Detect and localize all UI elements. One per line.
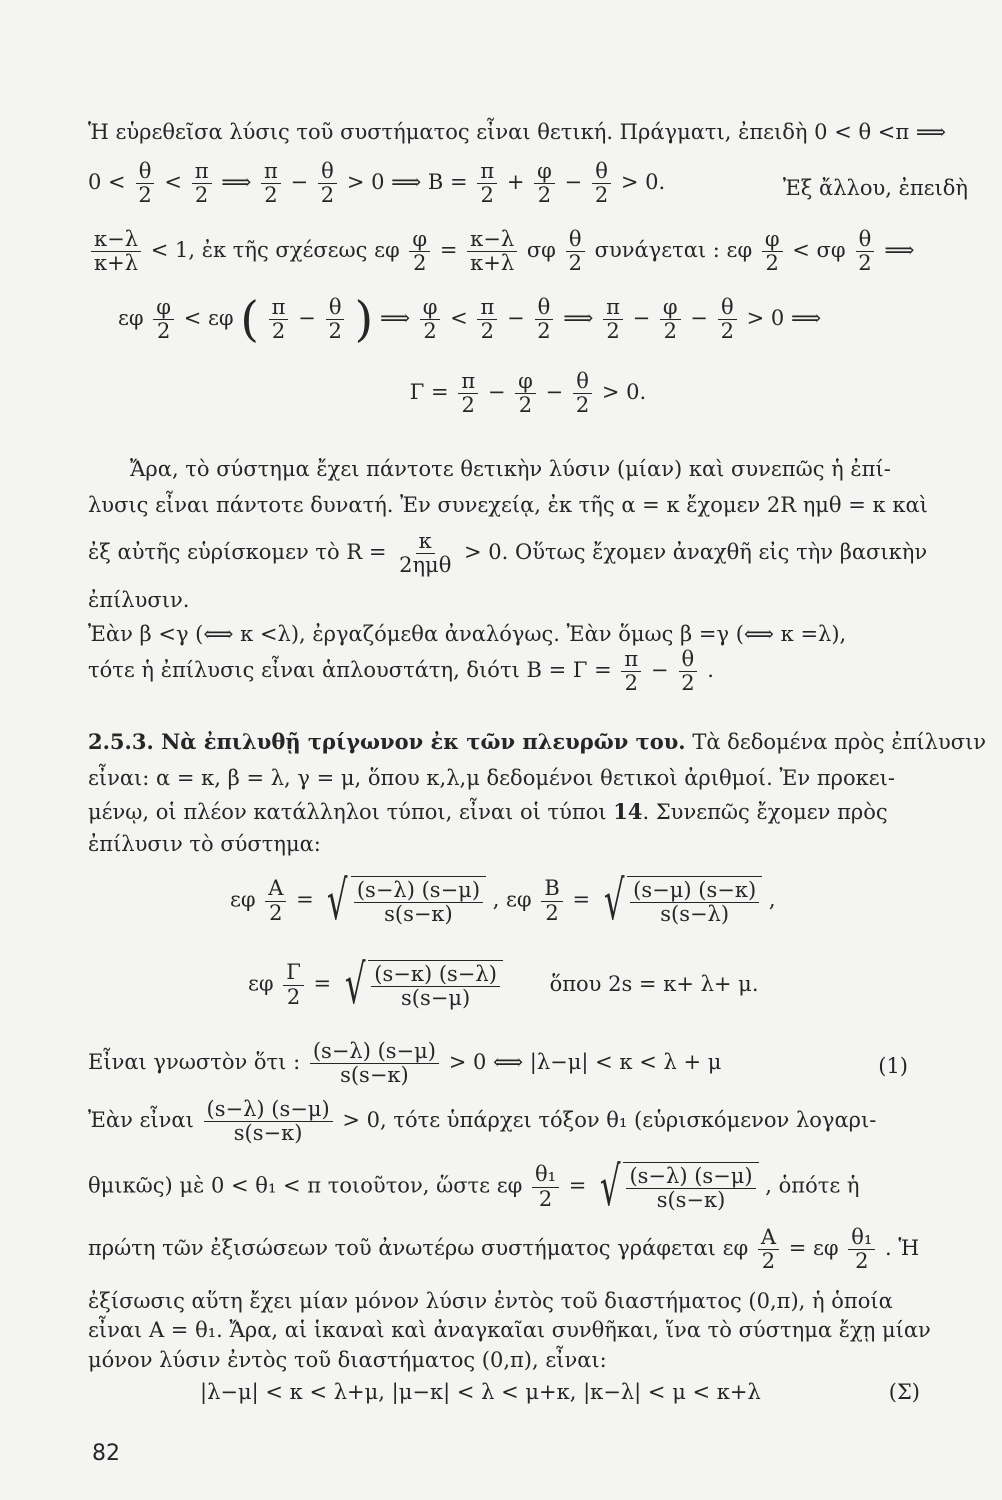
t: < εφ: [183, 306, 234, 331]
frac-phi-2: $\frac{\varphi}{2}$: [409, 228, 430, 275]
t: =: [568, 1173, 587, 1198]
t: ⟹: [563, 306, 594, 331]
t: −: [487, 380, 506, 405]
frac-pi-2: $\frac{\pi}{2}$: [477, 296, 497, 343]
frac-pi-2: $\frac{\pi}{2}$: [261, 160, 281, 207]
t: , εφ: [492, 887, 532, 912]
text-line-18: [88, 1040, 968, 1087]
frac-A-2: $\frac{A}{2}$: [265, 877, 286, 924]
frac-phi-2: $\frac{\varphi}{2}$: [420, 296, 441, 343]
line-10-text: Ἐὰν β <γ (⟺ κ <λ), ἐργαζόμεθα ἀναλόγως. Ἐὰν ὅμως β =γ (⟺ κ =λ),: [88, 622, 847, 646]
text-line-19: [88, 1098, 968, 1145]
frac-G-2: $\frac{\Gamma}{2}$: [283, 961, 304, 1008]
text-line-24: [88, 1346, 968, 1374]
text-line-14: [88, 798, 968, 826]
sqrt-expr: √ $\frac{(s-\kappa) (s-\lambda)}{s(s-\mu)}$: [338, 958, 503, 1012]
t: ⟹: [221, 170, 252, 195]
t: τότε ἡ ἐπίλυσις εἶναι ἁπλουστάτη, διότι B = Γ =: [88, 658, 612, 683]
frac-phi-2: $\frac{\varphi}{2}$: [534, 160, 555, 207]
paren: (: [240, 291, 259, 348]
section-heading-line: [88, 728, 987, 756]
t: > 0.: [620, 170, 666, 195]
sqrt-expr: √ $\frac{(s-\lambda) (s-\mu)}{s(s-\kappa)}$: [593, 1160, 759, 1214]
frac-pi-2: $\frac{\pi}{2}$: [192, 160, 212, 207]
t: 14: [613, 799, 643, 824]
t: =: [296, 887, 314, 912]
t: ἐξ αὐτῆς εὑρίσκομεν τὸ R =: [88, 540, 387, 565]
text-line-10: [88, 620, 968, 648]
t: −: [650, 658, 669, 683]
t: −: [545, 380, 564, 405]
equation-number: (1): [878, 1054, 908, 1078]
text-line-2: [88, 160, 968, 207]
t: < 1, ἐκ τῆς σχέσεως εφ: [150, 238, 400, 263]
frac-pi-2: $\frac{\pi}{2}$: [477, 160, 497, 207]
text-line-21: [88, 1226, 968, 1273]
t: −: [290, 170, 309, 195]
t: θμικῶς) μὲ 0 < θ₁ < π τοιοῦτον, ὥστε εφ: [88, 1173, 523, 1198]
sqrt-expr: √ $\frac{(s-\mu) (s-\kappa)}{s(s-\lambda)}$: [597, 874, 762, 928]
t: <: [164, 170, 182, 195]
t: εφ: [118, 306, 144, 331]
t: |λ−μ| < κ < λ+μ, |μ−κ| < λ < μ+κ, |κ−λ| < μ < κ+λ: [200, 1380, 761, 1404]
frac-pi-2: $\frac{\pi}{2}$: [603, 296, 623, 343]
frac-expr: $\frac{(s-\lambda) (s-\mu)}{s(s-\kappa)}$: [310, 1040, 439, 1087]
frac-kml-kpl: $\frac{\kappa-\lambda}{\kappa+\lambda}$: [91, 228, 141, 275]
t: 0 <: [88, 170, 126, 195]
frac-theta-2: $\frac{\theta}{2}$: [318, 160, 337, 207]
t: ,: [768, 887, 776, 912]
frac-theta-2: $\frac{\theta}{2}$: [573, 370, 592, 417]
t: <: [450, 306, 468, 331]
text-line-23: [88, 1316, 968, 1344]
section-heading: 2.5.3. Νὰ ἐπιλυθῇ τρίγωνον ἐκ τῶν πλευρῶν του.: [88, 729, 686, 754]
t: > 0, τότε ὑπάρχει τόξον θ₁ (εὑρισκόμενον λογαρι-: [342, 1108, 877, 1133]
t: μένῳ, οἱ πλέον κατάλληλοι τύποι, εἶναι οἱ τύποι: [88, 800, 607, 824]
t: > 0. Οὕτως ἔχομεν ἀναχθῆ εἰς τὴν βασικὴν: [464, 540, 928, 565]
line-23-text: εἶναι A = θ₁. Ἄρα, αἱ ἱκαναὶ καὶ ἀναγκαῖαι συνθῆκαι, ἵνα τὸ σύστημα ἔχῃ μίαν: [88, 1318, 931, 1342]
t: < σφ: [792, 238, 846, 263]
t: −: [506, 306, 525, 331]
frac-theta-2: $\frac{\theta}{2}$: [534, 296, 553, 343]
t: εφ: [230, 887, 256, 912]
line-22-text: ἐξίσωσις αὕτη ἔχει μίαν μόνον λύσιν ἐντὸς τοῦ διαστήματος (0,π), ἡ ὁποία: [88, 1289, 893, 1313]
frac-phi-2: $\frac{\varphi}{2}$: [153, 296, 174, 343]
t: > 0.: [601, 380, 647, 405]
page-number: 82: [92, 1441, 120, 1466]
text-line-20: [88, 1155, 968, 1218]
formula-line-17: [248, 953, 968, 1016]
text-line-7: [88, 491, 968, 519]
line-6-text: Ἄρα, τὸ σύστημα ἔχει πάντοτε θετικὴν λύσιν (μίαν) καὶ συνεπῶς ἡ ἐπί-: [130, 457, 891, 481]
t: συνάγεται : εφ: [594, 238, 753, 263]
text-line-11: [88, 648, 968, 695]
t: σφ: [526, 238, 556, 263]
formula-line-16: [230, 869, 970, 932]
text-line-25: [200, 1378, 920, 1406]
t: =: [313, 971, 332, 996]
t: Ἐὰν εἶναι: [88, 1108, 194, 1133]
frac-pi-2: $\frac{\pi}{2}$: [458, 370, 478, 417]
line-13-text: εἶναι: α = κ, β = λ, γ = μ, ὅπου κ,λ,μ δεδομένοι θετικοὶ ἀριθμοί. Ἐν προκει-: [88, 766, 895, 790]
t: ὅπου 2s = κ+ λ+ μ.: [549, 971, 759, 996]
line-24-text: μόνον λύσιν ἐντὸς τοῦ διαστήματος (0,π), εἶναι:: [88, 1348, 607, 1372]
t: , ὁπότε ἡ: [765, 1173, 860, 1198]
line-7-text: λυσις εἶναι πάντοτε δυνατή. Ἐν συνεχείᾳ, ἐκ τῆς α = κ ἔχομεν 2R ημθ = κ καὶ: [88, 493, 928, 517]
frac-theta-2: $\frac{\theta}{2}$: [325, 296, 344, 343]
text-line-9: [88, 586, 968, 614]
t: Εἶναι γνωστὸν ὅτι :: [88, 1050, 301, 1075]
t: > 0 ⟺ |λ−μ| < κ < λ + μ: [448, 1050, 722, 1075]
t: −: [690, 306, 708, 331]
frac-A-2: $\frac{A}{2}$: [758, 1226, 779, 1273]
paren: ): [354, 291, 374, 348]
t: > 0 ⟹: [746, 306, 822, 331]
frac-th1-2: $\frac{\text{θ₁}}{2}$: [532, 1163, 559, 1210]
line-9-text: ἐπίλυσιν.: [88, 588, 190, 612]
text-line-3: [88, 228, 968, 275]
text-line-1: [88, 118, 968, 146]
frac-pi-2: $\frac{\pi}{2}$: [269, 296, 289, 343]
t: > 0 ⟹ B =: [346, 170, 468, 195]
frac-theta-2: $\frac{\theta}{2}$: [135, 160, 154, 207]
t: . Ἡ: [885, 1236, 920, 1261]
frac-theta-2: $\frac{\theta}{2}$: [855, 228, 874, 275]
text-line-6: [130, 455, 960, 483]
frac-expr: $\frac{(s-\lambda) (s-\mu)}{s(s-\kappa)}$: [204, 1098, 333, 1145]
t: −: [632, 306, 651, 331]
t: −: [564, 170, 583, 195]
t: Τὰ δεδομένα πρὸς ἐπίλυσιν: [692, 730, 987, 754]
t: ⟹: [379, 306, 411, 331]
t: +: [506, 170, 525, 195]
t: −: [298, 306, 316, 331]
text-line-4: [118, 291, 998, 348]
t: =: [572, 887, 591, 912]
frac-theta-2: $\frac{\theta}{2}$: [566, 228, 585, 275]
frac-theta-2: $\frac{\theta}{2}$: [718, 296, 737, 343]
sqrt-expr: √ $\frac{(s-\lambda) (s-\mu)}{s(s-\kappa)}$: [320, 874, 486, 928]
t: = εφ: [788, 1236, 839, 1261]
frac-theta-2: $\frac{\theta}{2}$: [592, 160, 611, 207]
text-line-13: [88, 764, 968, 792]
t: εφ: [248, 971, 274, 996]
text-line-22: [88, 1287, 968, 1315]
line-1-text: Ἡ εὑρεθεῖσα λύσις τοῦ συστήματος εἶναι θετική. Πράγματι, ἐπειδὴ 0 < θ <π ⟹: [88, 120, 946, 144]
t: πρώτη τῶν ἐξισώσεων τοῦ ἀνωτέρω συστήματος γράφεται εφ: [88, 1236, 749, 1261]
frac-phi-2: $\frac{\varphi}{2}$: [515, 370, 536, 417]
t: Γ =: [409, 380, 449, 405]
frac-th1-2: $\frac{\text{θ₁}}{2}$: [848, 1226, 875, 1273]
text-line-15: [88, 830, 968, 858]
t: .: [707, 658, 714, 683]
frac-theta-2: $\frac{\theta}{2}$: [678, 648, 697, 695]
frac-B-2: $\frac{B}{2}$: [541, 877, 562, 924]
frac-pi-2: $\frac{\pi}{2}$: [621, 648, 641, 695]
text-line-5: [88, 370, 968, 417]
frac-k-2hmth: κ 2ημθ: [399, 529, 452, 578]
frac-phi-2: $\frac{\varphi}{2}$: [660, 296, 681, 343]
frac-kml-kpl: $\frac{\kappa-\lambda}{\kappa+\lambda}$: [467, 228, 517, 275]
frac-phi-2: $\frac{\varphi}{2}$: [762, 228, 783, 275]
t: =: [439, 238, 458, 263]
t: Ἐξ ἄλλου, ἐπειδὴ: [782, 176, 968, 200]
line-15-text: ἐπίλυσιν τὸ σύστημα:: [88, 832, 321, 856]
t: . Συνεπῶς ἔχομεν πρὸς: [642, 800, 888, 824]
t: ⟹: [884, 238, 915, 263]
equation-label: (Σ): [888, 1380, 920, 1404]
text-line-8: [88, 530, 968, 577]
